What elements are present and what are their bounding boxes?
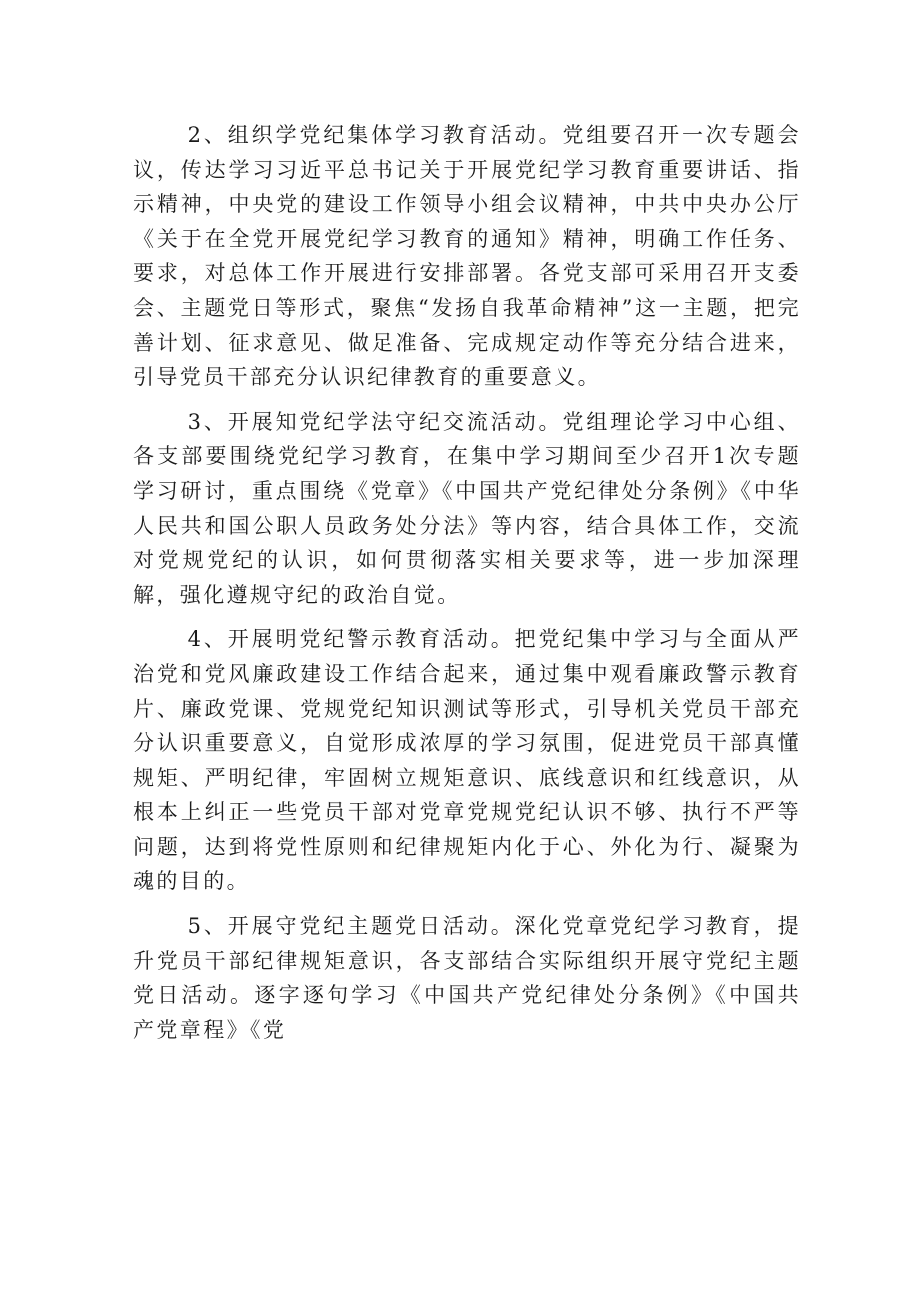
document-body (133, 118, 801, 1057)
paragraph-3: 3、开展知党纪学法守纪交流活动。党组理论学习中心组、各支部要围绕党纪学习教育，在集中学习期间至少召开1次专题学习研讨，重点围绕《党章》《中国共产党纪律处分条例》《中华人民共和国公职人员政务处分法》等内容，结合具体工作，交流对党规党纪的认识，如何贯彻落实相关要求等，进一步加深理解，强化遵规守纪的政治自觉。 (133, 409, 801, 607)
paragraph-2: 2、组织学党纪集体学习教育活动。党组要召开一次专题会议，传达学习习近平总书记关于开展党纪学习教育重要讲话、指示精神，中央党的建设工作领导小组会议精神，中共中央办公厅《关于在全党开展党纪学习教育的通知》精神，明确工作任务、要求，对总体工作开展进行安排部署。各党支部可采用召开支委会、主题党日等形式，聚焦“发扬自我革命精神”这一主题，把完善计划、征求意见、做足准备、完成规定动作等充分结合进来，引导党员干部充分认识纪律教育的重要意义。 (133, 123, 801, 390)
paragraph-4: 4、开展明党纪警示教育活动。把党纪集中学习与全面从严治党和党风廉政建设工作结合起来，通过集中观看廉政警示教育片、廉政党课、党规党纪知识测试等形式，引导机关党员干部充分认识重要意义，自觉形成浓厚的学习氛围，促进党员干部真懂规矩、严明纪律，牢固树立规矩意识、底线意识和红线意识，从根本上纠正一些党员干部对党章党规党纪认识不够、执行不严等问题，达到将党性原则和纪律规矩内化于心、外化为行、凝聚为魂的目的。 (133, 627, 801, 894)
paragraph-5: 5、开展守党纪主题党日活动。深化党章党纪学习教育，提升党员干部纪律规矩意识，各支部结合实际组织开展守党纪主题党日活动。逐字逐句学习《中国共产党纪律处分条例》《中国共产党章程》《党 (133, 914, 801, 1042)
